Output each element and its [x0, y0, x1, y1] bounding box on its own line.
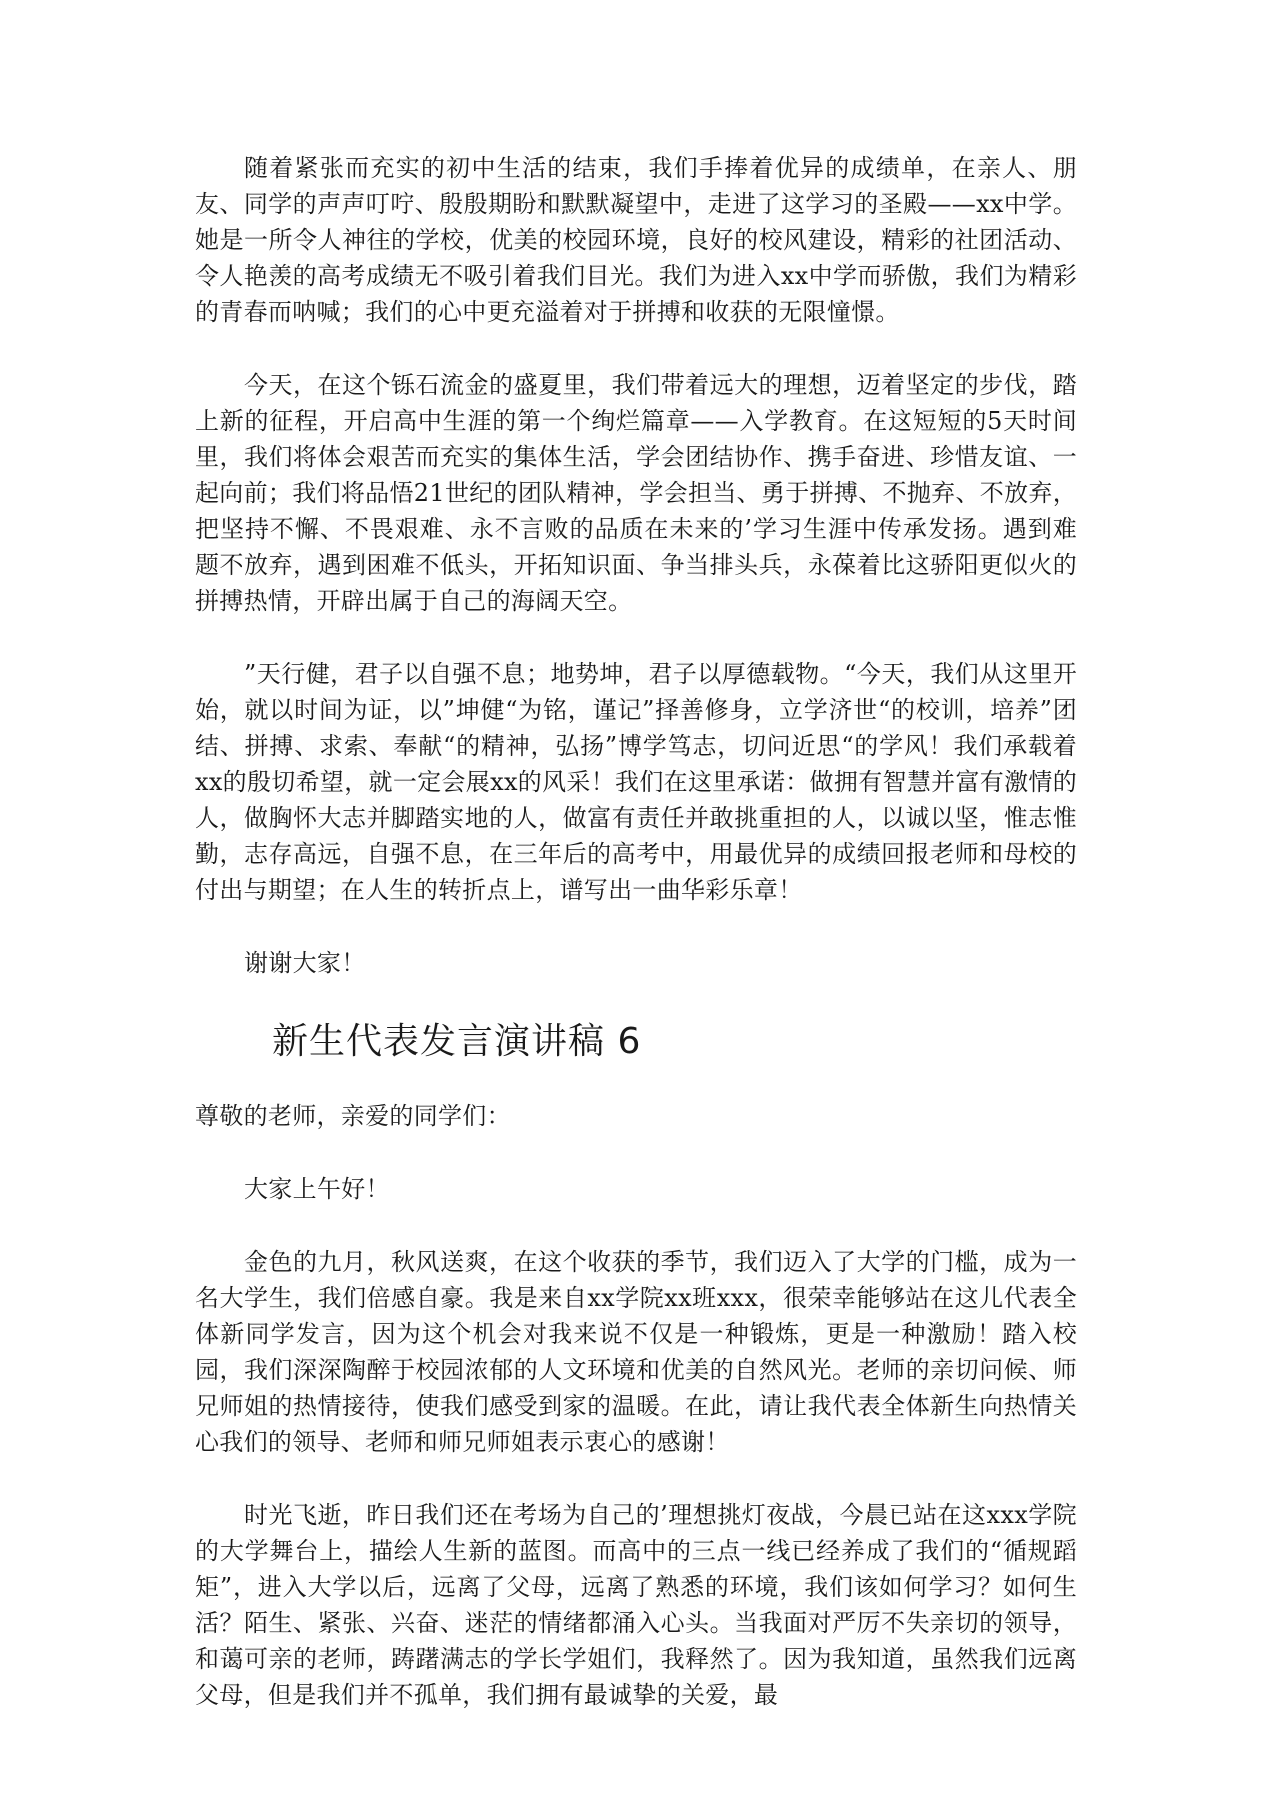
document-page	[195, 150, 1077, 1750]
greeting: 大家上午好！	[244, 1175, 390, 1203]
paragraph-3: ”天行健，君子以自强不息；地势坤，君子以厚德载物。“今天，我们从这里开始，就以时间为证，以”坤健“为铭，谨记”择善修身，立学济世“的校训，培养”团结、拼搏、求索、奉献“的精神，弘扬”博学笃志，切问近思“的学风！我们承载着xx的殷切希望，就一定会展xx的风采！我们在这里承诺：做拥有智慧并富有激情的人，做胸怀大志并脚踏实地的人，做富有责任并敢挑重担的人，以诚以坚，惟志惟勤，志存高远，自强不息，在三年后的高考中，用最优异的成绩回报老师和母校的付出与期望；在人生的转折点上，谱写出一曲华彩乐章！	[195, 660, 1077, 904]
paragraph-5: 时光飞逝，昨日我们还在考场为自己的’理想挑灯夜战，今晨已站在这xxx学院的大学舞台上，描绘人生新的蓝图。而高中的三点一线已经养成了我们的“循规蹈矩”，进入大学以后，远离了父母，远离了熟悉的环境，我们该如何学习？如何生活？陌生、紧张、兴奋、迷茫的情绪都涌入心头。当我面对严厉不失亲切的领导，和蔼可亲的老师，踌躇满志的学长学姐们，我释然了。因为我知道，虽然我们远离父母，但是我们并不孤单，我们拥有最诚挚的关爱，最	[195, 1501, 1077, 1709]
section-heading: 新生代表发言演讲稿 6	[272, 1021, 642, 1062]
paragraph-4: 金色的九月，秋风送爽，在这个收获的季节，我们迈入了大学的门槛，成为一名大学生，我们倍感自豪。我是来自xx学院xx班xxx，很荣幸能够站在这儿代表全体新同学发言，因为这个机会对我来说不仅是一种锻炼，更是一种激励！踏入校园，我们深深陶醉于校园浓郁的人文环境和优美的自然风光。老师的亲切问候、师兄师姐的热情接待，使我们感受到家的温暖。在此，请让我代表全体新生向热情关心我们的领导、老师和师兄师姐表示衷心的感谢！	[195, 1248, 1077, 1456]
thanks-line: 谢谢大家！	[244, 949, 366, 977]
paragraph-2: 今天，在这个铄石流金的盛夏里，我们带着远大的理想，迈着坚定的步伐，踏上新的征程，开启高中生涯的第一个绚烂篇章——入学教育。在这短短的5天时间里，我们将体会艰苦而充实的集体生活，学会团结协作、携手奋进、珍惜友谊、一起向前；我们将品悟21世纪的团队精神，学会担当、勇于拼搏、不抛弃、不放弃，把坚持不懈、不畏艰难、永不言败的品质在未来的’学习生涯中传承发扬。遇到难题不放弃，遇到困难不低头，开拓知识面、争当排头兵，永葆着比这骄阳更似火的拼搏热情，开辟出属于自己的海阔天空。	[195, 371, 1077, 615]
paragraph-1: 随着紧张而充实的初中生活的结束，我们手捧着优异的成绩单，在亲人、朋友、同学的声声叮咛、殷殷期盼和默默凝望中，走进了这学习的圣殿——xx中学。她是一所令人神往的学校，优美的校园环境，良好的校风建设，精彩的社团活动、令人艳羡的高考成绩无不吸引着我们目光。我们为进入xx中学而骄傲，我们为精彩的青春而呐喊；我们的心中更充溢着对于拼搏和收获的无限憧憬。	[195, 154, 1077, 326]
salutation: 尊敬的老师，亲爱的同学们：	[195, 1102, 511, 1130]
